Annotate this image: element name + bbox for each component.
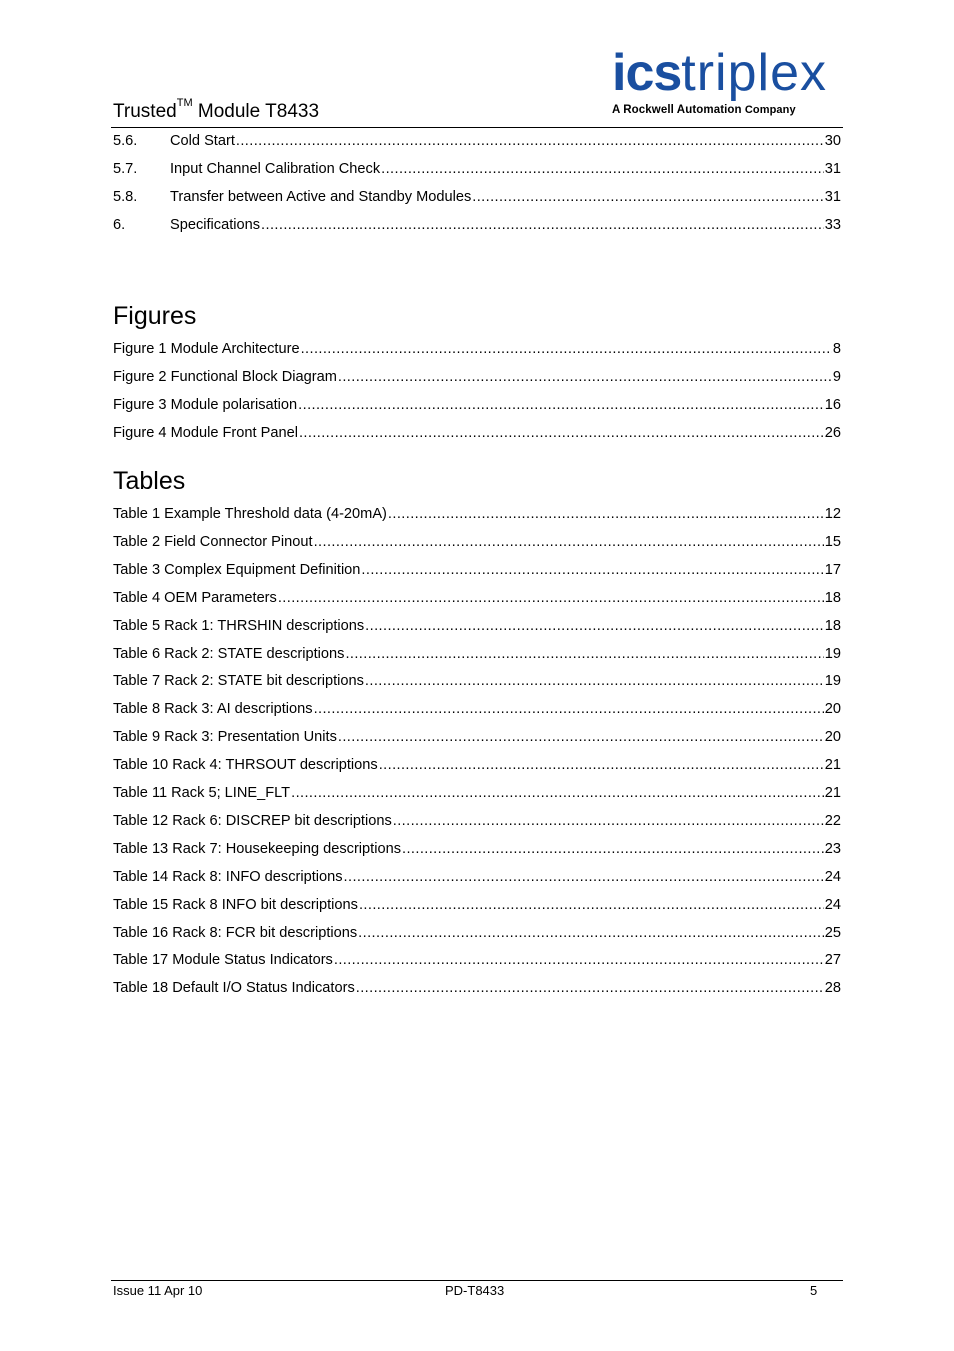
toc-entry-title: Transfer between Active and Standby Modules	[170, 189, 472, 205]
toc-entry-number: 5.6.	[113, 133, 138, 149]
dot-leader	[379, 755, 824, 775]
figure-entry[interactable]	[113, 395, 841, 415]
toc-entry-page: 9	[832, 369, 841, 385]
toc-entry-page: 19	[824, 673, 841, 690]
toc-entry-page: 20	[824, 729, 841, 746]
toc-entry-title: Figure 2 Functional Block Diagram	[113, 369, 337, 385]
footer-page-number: 5	[810, 1283, 818, 1298]
figures-heading: Figures	[113, 302, 197, 330]
toc-entry-title: Table 12 Rack 6: DISCREP bit descriptions	[113, 812, 392, 829]
toc-entry-page: 20	[824, 701, 841, 718]
toc-entry-page: 21	[824, 757, 841, 774]
toc-entry-title: Table 9 Rack 3: Presentation Units	[113, 729, 337, 746]
dot-leader	[358, 923, 824, 943]
dot-leader	[334, 950, 824, 970]
logo-tagline-rest: Company	[741, 104, 796, 116]
toc-entry-title: Input Channel Calibration Check	[170, 161, 381, 177]
toc-entry-page: 17	[824, 561, 841, 578]
toc-entry-title: Table 11 Rack 5; LINE_FLT	[113, 785, 291, 801]
dot-leader	[291, 783, 824, 803]
dot-leader	[314, 532, 824, 552]
toc-entry-title: Table 8 Rack 3: AI descriptions	[113, 701, 313, 718]
table-entry[interactable]	[113, 616, 841, 636]
dot-leader	[261, 215, 824, 235]
dot-leader	[393, 811, 824, 831]
toc-entry-page: 15	[824, 533, 841, 550]
dot-leader	[298, 395, 824, 415]
dot-leader	[345, 644, 823, 664]
title-suffix: Module T8433	[192, 101, 320, 122]
table-entry[interactable]	[113, 923, 841, 943]
trademark-superscript: TM	[176, 97, 193, 109]
contents-entry[interactable]	[113, 159, 841, 179]
toc-entry-title: Table 3 Complex Equipment Definition	[113, 561, 361, 578]
footer-doc-id: PD-T8433	[445, 1283, 505, 1298]
table-entry[interactable]	[113, 532, 841, 552]
dot-leader	[359, 895, 824, 915]
dot-leader	[402, 839, 824, 859]
toc-entry-page: 28	[824, 980, 841, 997]
ics-triplex-logo	[612, 44, 844, 122]
table-entry[interactable]	[113, 895, 841, 915]
dot-leader	[314, 699, 824, 719]
logo-tagline-bold: A Rockwell Automation	[612, 104, 742, 116]
footer-issue: Issue 11 Apr 10	[113, 1283, 203, 1298]
toc-entry-title: Figure 3 Module polarisation	[113, 397, 298, 413]
table-entry[interactable]	[113, 560, 841, 580]
toc-entry-title: Table 18 Default I/O Status Indicators	[113, 980, 355, 997]
dot-leader	[365, 616, 824, 636]
toc-entry-title: Cold Start	[170, 133, 235, 149]
toc-entry-number: 5.8.	[113, 189, 138, 205]
toc-entry-page: 18	[824, 617, 841, 634]
table-entry[interactable]	[113, 644, 841, 664]
toc-entry-page: 24	[824, 868, 841, 885]
table-entry[interactable]	[113, 671, 841, 691]
figure-entry[interactable]	[113, 423, 841, 443]
table-entry[interactable]	[113, 783, 841, 803]
document-title	[113, 97, 320, 124]
toc-entry-number: 6.	[113, 217, 126, 233]
toc-entry-page: 21	[824, 785, 841, 801]
dot-leader	[472, 187, 824, 207]
table-entry[interactable]	[113, 867, 841, 887]
toc-entry-title: Table 15 Rack 8 INFO bit descriptions	[113, 896, 358, 913]
toc-entry-title: Table 10 Rack 4: THRSOUT descriptions	[113, 757, 378, 774]
toc-entry-title: Table 13 Rack 7: Housekeeping descriptions	[113, 840, 401, 857]
dot-leader	[356, 978, 824, 998]
toc-entry-title: Table 6 Rack 2: STATE descriptions	[113, 645, 345, 662]
toc-entry-page: 19	[824, 645, 841, 662]
toc-entry-page: 23	[824, 840, 841, 857]
toc-entry-title: Table 1 Example Threshold data (4-20mA)	[113, 506, 387, 522]
dot-leader	[338, 367, 832, 387]
contents-entry[interactable]	[113, 215, 841, 235]
table-entry[interactable]	[113, 727, 841, 747]
toc-entry-page: 24	[824, 896, 841, 913]
toc-entry-page: 16	[824, 397, 841, 413]
toc-entry-page: 26	[824, 425, 841, 441]
contents-entry[interactable]	[113, 131, 841, 151]
toc-entry-page: 22	[824, 812, 841, 829]
dot-leader	[301, 339, 832, 359]
logo-tagline	[612, 104, 796, 116]
toc-entry-number: 5.7.	[113, 161, 138, 177]
toc-entry-title: Table 7 Rack 2: STATE bit descriptions	[113, 673, 364, 690]
toc-entry-page: 31	[824, 189, 841, 205]
logo-triplex-text: triplex	[681, 44, 828, 102]
footer-rule	[111, 1280, 843, 1281]
toc-entry-title: Table 17 Module Status Indicators	[113, 952, 333, 969]
toc-entry-title: Figure 4 Module Front Panel	[113, 425, 298, 441]
logo-wordmark	[612, 44, 827, 102]
table-entry[interactable]	[113, 588, 841, 608]
dot-leader	[388, 504, 824, 524]
figure-entry[interactable]	[113, 339, 841, 359]
toc-entry-title: Figure 1 Module Architecture	[113, 341, 300, 357]
dot-leader	[299, 423, 824, 443]
toc-entry-page: 18	[824, 589, 841, 606]
toc-entry-page: 31	[824, 161, 841, 177]
table-entry[interactable]	[113, 755, 841, 775]
toc-entry-title: Table 16 Rack 8: FCR bit descriptions	[113, 924, 358, 941]
dot-leader	[365, 671, 824, 691]
table-entry[interactable]	[113, 504, 841, 524]
dot-leader	[381, 159, 824, 179]
dot-leader	[338, 727, 824, 747]
toc-entry-title: Table 4 OEM Parameters	[113, 589, 277, 606]
table-entry[interactable]	[113, 978, 841, 998]
table-entry[interactable]	[113, 839, 841, 859]
toc-entry-page: 8	[832, 341, 841, 357]
toc-entry-page: 33	[824, 217, 841, 233]
toc-entry-title: Table 14 Rack 8: INFO descriptions	[113, 868, 343, 885]
table-entry[interactable]	[113, 699, 841, 719]
table-entry[interactable]	[113, 811, 841, 831]
dot-leader	[361, 560, 823, 580]
header-rule	[111, 127, 843, 128]
tables-heading: Tables	[113, 467, 186, 495]
dot-leader	[278, 588, 824, 608]
toc-entry-title: Table 5 Rack 1: THRSHIN descriptions	[113, 617, 365, 634]
toc-entry-page: 25	[824, 924, 841, 941]
toc-entry-page: 12	[824, 506, 841, 522]
table-entry[interactable]	[113, 950, 841, 970]
dot-leader	[344, 867, 824, 887]
toc-entry-page: 30	[824, 133, 841, 149]
toc-entry-page: 27	[824, 952, 841, 969]
logo-ics-text: ics	[612, 44, 682, 102]
contents-entry[interactable]	[113, 187, 841, 207]
dot-leader	[236, 131, 824, 151]
toc-entry-title: Table 2 Field Connector Pinout	[113, 533, 313, 550]
figure-entry[interactable]	[113, 367, 841, 387]
title-prefix: Trusted	[113, 101, 177, 122]
toc-entry-title: Specifications	[170, 217, 261, 233]
